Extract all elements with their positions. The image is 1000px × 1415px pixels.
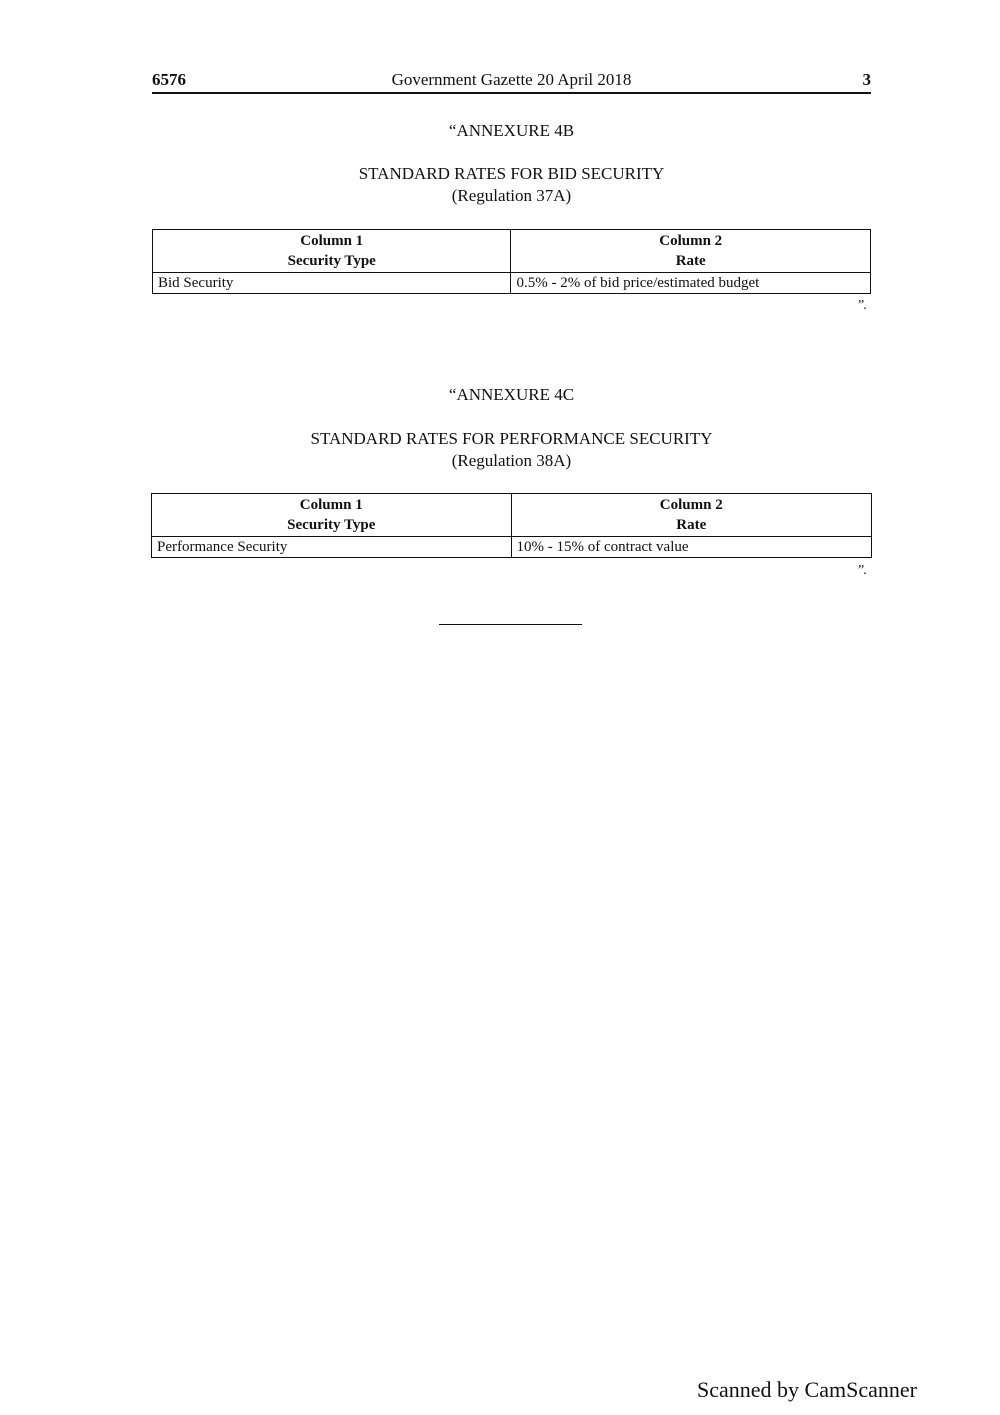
- security-type-cell: Bid Security: [153, 273, 511, 294]
- column-2-title: Column 2: [659, 233, 723, 249]
- page-header: [152, 68, 871, 94]
- page-number-right: 3: [862, 70, 871, 89]
- section-end-rule: [439, 624, 582, 625]
- table-row: [153, 273, 871, 294]
- annexure-4b-label: “ANNEXURE 4B: [448, 121, 575, 140]
- column-2-title: Column 2: [659, 497, 723, 513]
- column-1-title: Column 1: [300, 233, 364, 249]
- column-2-header: [511, 230, 871, 273]
- column-2-header: [511, 494, 871, 537]
- annexure-4c-heading: [152, 428, 871, 472]
- annexure-4c-label: “ANNEXURE 4C: [448, 385, 575, 404]
- table-row: [152, 537, 872, 558]
- annexure-4b-closing-mark: ”.: [858, 298, 866, 313]
- rate-cell: 0.5% - 2% of bid price/estimated budget: [511, 273, 871, 294]
- column-1-subtitle: Security Type: [287, 517, 376, 533]
- page-number-left: 6576: [152, 70, 186, 89]
- column-1-header: [152, 494, 512, 537]
- bid-security-table: [152, 229, 871, 294]
- column-1-subtitle: Security Type: [287, 253, 376, 269]
- scanner-watermark: Scanned by CamScanner: [697, 1377, 917, 1402]
- column-1-title: Column 1: [299, 497, 363, 513]
- gazette-title: Government Gazette 20 April 2018: [391, 70, 632, 89]
- column-1-header: [153, 230, 511, 273]
- performance-security-table: [151, 493, 872, 558]
- column-2-subtitle: Rate: [675, 253, 706, 269]
- annexure-4c-regulation: (Regulation 38A): [451, 451, 572, 470]
- table-header-row: [152, 494, 872, 537]
- annexure-4b-regulation: (Regulation 37A): [451, 186, 572, 205]
- annexure-4b-title: STANDARD RATES FOR BID SECURITY: [358, 164, 665, 183]
- column-2-subtitle: Rate: [676, 517, 707, 533]
- security-type-cell: Performance Security: [152, 537, 512, 558]
- annexure-4c-title: STANDARD RATES FOR PERFORMANCE SECURITY: [310, 429, 713, 448]
- table-header-row: [153, 230, 871, 273]
- annexure-4c-closing-mark: ”.: [858, 563, 866, 578]
- rate-cell: 10% - 15% of contract value: [511, 537, 871, 558]
- annexure-4b-heading: [152, 163, 871, 207]
